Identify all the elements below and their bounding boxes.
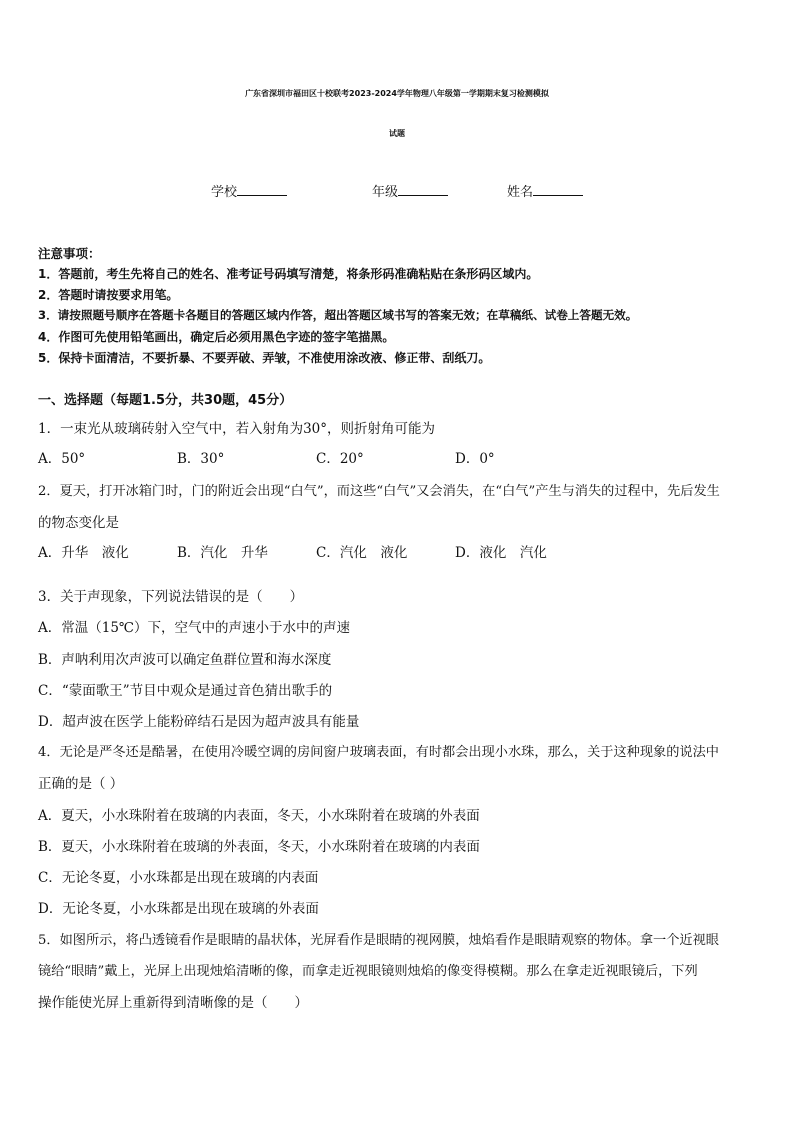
question-stem: 4．无论是严冬还是酷暑，在使用冷暖空调的房间窗户玻璃表面，有时都会出现小水珠，那么，关于这种现象的说法中 [38, 745, 719, 760]
question-stem: 正确的是（ ） [38, 776, 124, 792]
answer-option: A．升华 液化 [38, 545, 129, 561]
section-heading: 一、选择题（每题1.5分，共30题，45分） [38, 393, 293, 408]
answer-option: D．超声波在医学上能粉碎结石是因为超声波具有能量 [38, 714, 360, 730]
name-label: 姓名 [507, 185, 534, 200]
exam-title-line1: 广东省深圳市福田区十校联考2023-2024学年物理八年级第一学期期末复习检测模拟 [245, 89, 549, 98]
exam-title-line2: 试题 [389, 129, 405, 138]
question-stem: 5．如图所示，将凸透镜看作是眼睛的晶状体，光屏看作是眼睛的视网膜，烛焰看作是眼睛观察的物体。拿一个近视眼 [38, 933, 719, 948]
answer-option: A．50° [38, 451, 86, 467]
question-stem: 3．关于声现象，下列说法错误的是（ ） [38, 589, 304, 605]
answer-option: B．30° [177, 451, 225, 467]
question-stem: 1．一束光从玻璃砖射入空气中，若入射角为30°，则折射角可能为 [38, 421, 436, 437]
answer-option: C．“蒙面歌王”节目中观众是通过音色猜出歌手的 [38, 683, 333, 699]
grade-label: 年级 [372, 185, 399, 200]
question-stem: 的物态变化是 [38, 515, 119, 531]
name-field [507, 181, 583, 200]
grade-blank [398, 183, 448, 196]
school-label: 学校 [211, 185, 238, 200]
note-item: 5．保持卡面清洁，不要折暴、不要弄破、弄皱，不准使用涂改液、修正带、刮纸刀。 [38, 351, 491, 365]
answer-option: C．无论冬夏，小水珠都是出现在玻璃的内表面 [38, 870, 319, 886]
answer-option: B．声呐利用次声波可以确定鱼群位置和海水深度 [38, 652, 332, 668]
answer-option: C．20° [316, 451, 364, 467]
note-item: 1．答题前，考生先将自己的姓名、准考证号码填写清楚，将条形码准确粘贴在条形码区域内。 [38, 267, 539, 281]
question-stem: 镜给“眼睛”戴上，光屏上出现烛焰清晰的像，而拿走近视眼镜则烛焰的像变得模糊。那么在拿走近视眼镜后，下列 [38, 964, 698, 979]
answer-option: B．汽化 升华 [177, 545, 268, 561]
answer-option: B．夏天，小水珠附着在玻璃的外表面，冬天，小水珠附着在玻璃的内表面 [38, 839, 480, 855]
answer-option: D．无论冬夏，小水珠都是出现在玻璃的外表面 [38, 901, 319, 917]
question-stem: 2．夏天，打开冰箱门时，门的附近会出现“白气”，而这些“白气”又会消失，在“白气”产生与消失的过程中，先后发生 [38, 484, 720, 499]
question-stem: 操作能使光屏上重新得到清晰像的是（ ） [38, 995, 308, 1011]
name-blank [533, 183, 583, 196]
notes-heading: 注意事项： [38, 246, 101, 261]
note-item: 3．请按照题号顺序在答题卡各题目的答题区域内作答，超出答题区域书写的答案无效；在草稿纸、试卷上答题无效。 [38, 308, 638, 322]
grade-field [372, 181, 448, 200]
answer-option: D．液化 汽化 [455, 545, 547, 561]
answer-option: D．0° [455, 451, 495, 467]
answer-option: A．常温（15℃）下，空气中的声速小于水中的声速 [38, 620, 351, 636]
school-blank [237, 183, 287, 196]
note-item: 4．作图可先使用铅笔画出，确定后必须用黑色字迹的签字笔描黑。 [38, 330, 395, 344]
note-item: 2．答题时请按要求用笔。 [38, 288, 179, 302]
answer-option: A．夏天，小水珠附着在玻璃的内表面，冬天，小水珠附着在玻璃的外表面 [38, 808, 480, 824]
answer-option: C．汽化 液化 [316, 545, 408, 561]
school-field [211, 181, 287, 200]
